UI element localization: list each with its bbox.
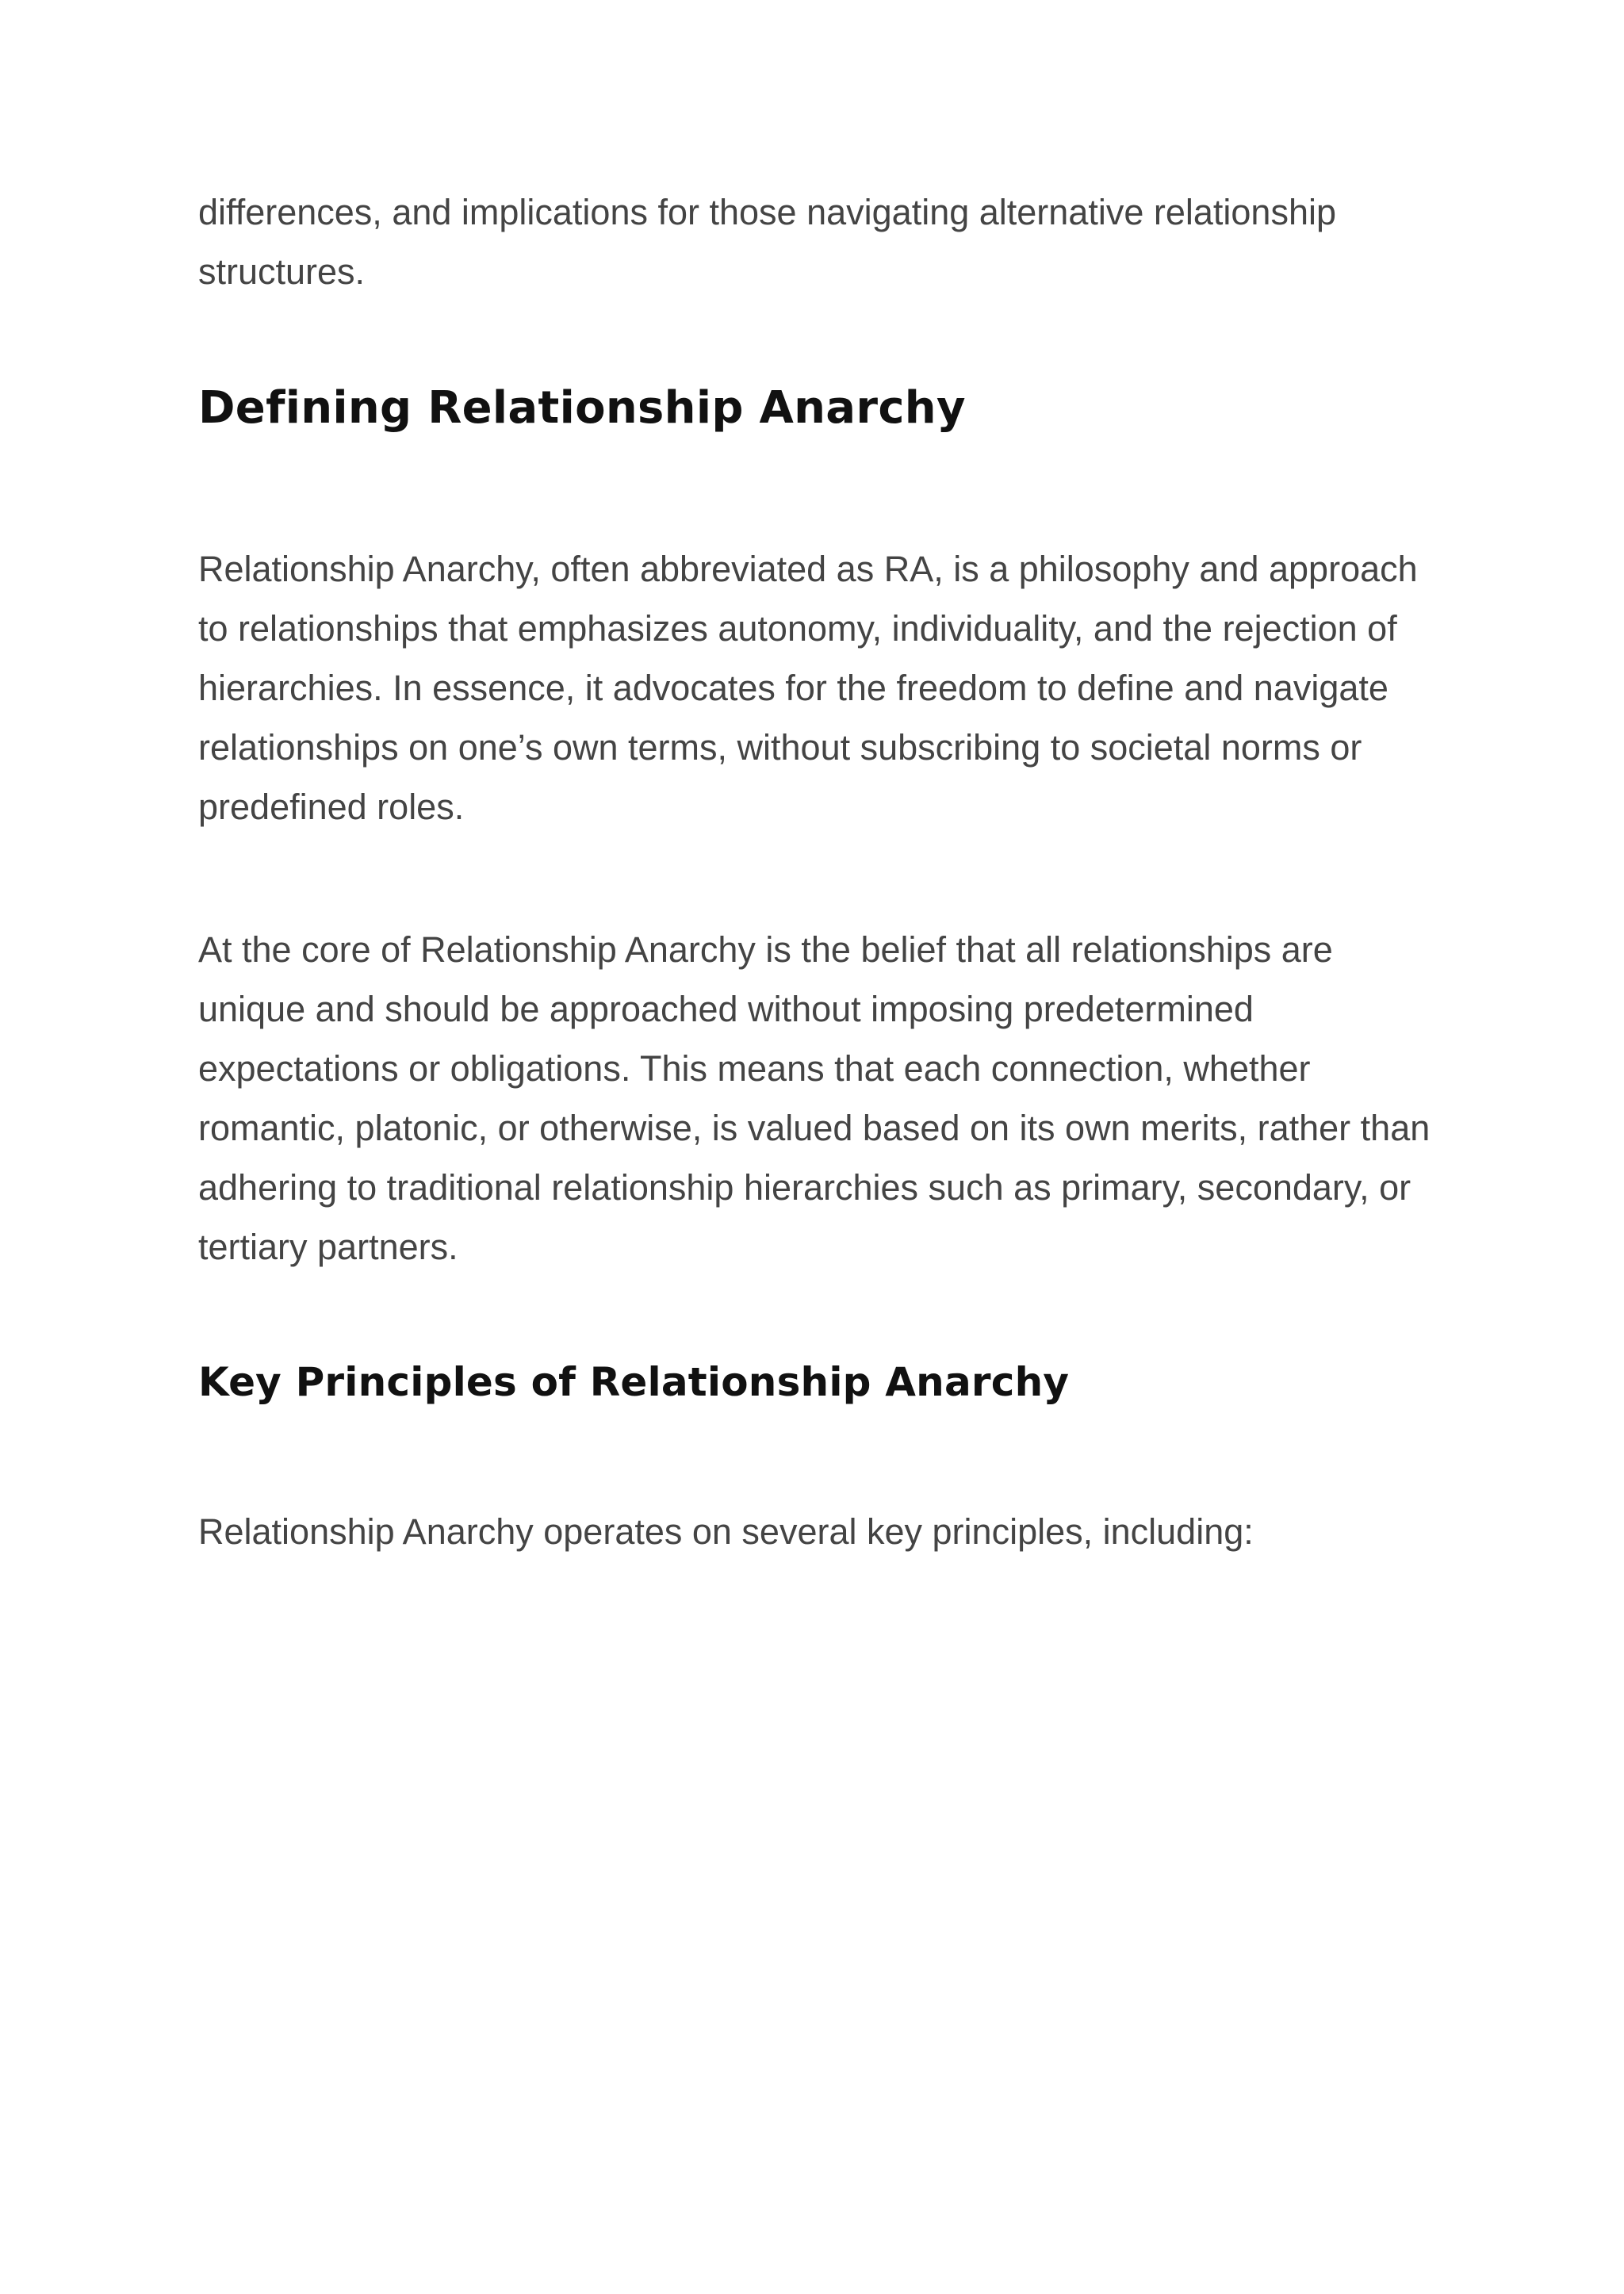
document-body bbox=[198, 182, 1435, 1561]
paragraph-spacer bbox=[198, 837, 1435, 920]
paragraph-2: At the core of Relationship Anarchy is the belief that all relationships are unique and should be approached without imposing predetermined expectations or obligations. This means that each connection, whether romantic, platonic, or otherwise, is valued based on its own merits, rather than adhering to traditional relationship hierarchies such as primary, secondary, or tertiary partners. bbox=[198, 929, 1431, 1267]
section-heading: Defining Relationship Anarchy bbox=[198, 382, 966, 434]
paragraph-1: Relationship Anarchy, often abbreviated as RA, is a philosophy and approach to relationships that emphasizes autonomy, individuality, and the rejection of hierarchies. In essence, it advocates for the freedom to define and navigate relationships on one’s own terms, without subscribing to societal norms or predefined roles. bbox=[198, 549, 1418, 827]
intro-paragraph: differences, and implications for those navigating alternative relationship structures. bbox=[198, 192, 1337, 292]
subsection-heading: Key Principles of Relationship Anarchy bbox=[198, 1359, 1070, 1405]
paragraph-3: Relationship Anarchy operates on several key principles, including: bbox=[198, 1511, 1254, 1552]
